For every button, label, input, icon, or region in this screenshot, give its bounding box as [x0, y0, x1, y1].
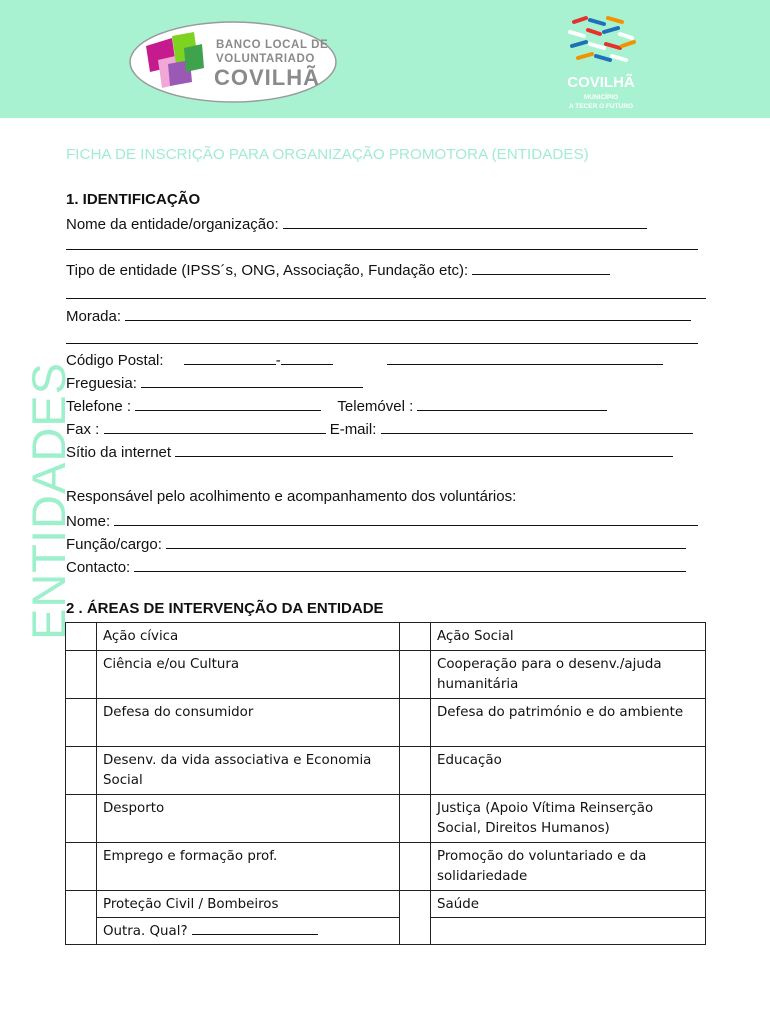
checkbox[interactable] [400, 747, 431, 795]
address-row [66, 306, 711, 326]
area-label: Cooperação para o desenv./ajuda humanitária [431, 651, 706, 699]
municipio-covilha-logo [560, 14, 642, 114]
parish-field[interactable] [141, 373, 363, 388]
table-row [66, 843, 706, 891]
entity-type-label: Tipo de entidade (IPSS´s, ONG, Associação, Fundação etc): [66, 262, 469, 279]
other-area-field[interactable] [192, 922, 318, 935]
municipio-subtitle: MUNICÍPIO [583, 94, 619, 101]
area-label: Saúde [431, 891, 706, 918]
area-label: Ação cívica [97, 623, 400, 651]
parish-label: Freguesia: [66, 375, 137, 392]
responsible-heading: Responsável pelo acolhimento e acompanhamento dos voluntários: [66, 488, 517, 505]
checkbox[interactable] [66, 623, 97, 651]
header-banner [0, 0, 770, 118]
fax-email-row [66, 419, 711, 439]
other-area-cell [97, 918, 400, 945]
postal-code-row [66, 350, 711, 370]
table-row [66, 699, 706, 747]
checkbox[interactable] [66, 891, 97, 945]
checkbox[interactable] [400, 699, 431, 747]
mobile-label: Telemóvel : [337, 398, 414, 415]
area-label: Educação [431, 747, 706, 795]
checkbox[interactable] [400, 623, 431, 651]
entity-name-row [66, 214, 711, 234]
area-label: Desenv. da vida associativa e Economia Social [97, 747, 400, 795]
form-title: FICHA DE INSCRIÇÃO PARA ORGANIZAÇÃO PROMOTORA (ENTIDADES) [66, 146, 589, 163]
checkbox[interactable] [66, 651, 97, 699]
checkbox[interactable] [66, 747, 97, 795]
address-field-continued[interactable] [66, 343, 698, 344]
municipio-emblem-icon [560, 14, 642, 72]
table-row [66, 795, 706, 843]
checkbox[interactable] [66, 795, 97, 843]
logo-line-2: VOLUNTARIADO [216, 53, 315, 65]
checkbox[interactable] [400, 651, 431, 699]
responsible-name-label: Nome: [66, 513, 111, 530]
responsible-contact-row [66, 557, 711, 577]
phone-label: Telefone : [66, 398, 132, 415]
area-label: Ciência e/ou Cultura [97, 651, 400, 699]
table-row [66, 891, 706, 918]
checkbox[interactable] [66, 699, 97, 747]
address-field[interactable] [125, 306, 691, 321]
side-label-entidades: ENTIDADES [22, 362, 75, 640]
responsible-role-field[interactable] [166, 534, 686, 549]
responsible-name-field[interactable] [114, 511, 698, 526]
table-row [66, 651, 706, 699]
website-field[interactable] [175, 442, 673, 457]
email-field[interactable] [381, 419, 693, 434]
address-label: Morada: [66, 308, 122, 325]
area-label: Defesa do património e do ambiente [431, 699, 706, 747]
area-label: Emprego e formação prof. [97, 843, 400, 891]
entity-type-field-continued[interactable] [66, 298, 706, 299]
area-label: Promoção do voluntariado e da solidariedade [431, 843, 706, 891]
responsible-role-label: Função/cargo: [66, 536, 162, 553]
municipio-slogan: A TECER O FUTURO [568, 103, 634, 110]
email-label: E-mail: [329, 421, 377, 438]
mobile-field[interactable] [417, 396, 607, 411]
empty-cell [431, 918, 706, 945]
table-row [66, 623, 706, 651]
area-label: Defesa do consumidor [97, 699, 400, 747]
area-label: Desporto [97, 795, 400, 843]
municipio-name: COVILHÃ [567, 74, 635, 91]
responsible-name-row [66, 511, 711, 531]
website-label: Sítio da internet [66, 444, 172, 461]
parish-row [66, 373, 711, 393]
postal-locality-field[interactable] [387, 350, 663, 365]
fax-field[interactable] [104, 419, 326, 434]
postal-code-field-1[interactable] [184, 350, 276, 365]
area-label: Ação Social [431, 623, 706, 651]
responsible-role-row [66, 534, 711, 554]
intervention-areas-table [65, 622, 706, 945]
banco-local-voluntariado-logo [128, 20, 338, 104]
responsible-contact-field[interactable] [134, 557, 686, 572]
entity-name-label: Nome da entidade/organização: [66, 216, 279, 233]
logo-line-3: COVILHÃ [214, 65, 320, 90]
fax-label: Fax : [66, 421, 100, 438]
phone-row [66, 396, 711, 416]
entity-name-field[interactable] [283, 214, 647, 229]
other-area-label: Outra. Qual? [103, 924, 188, 939]
postal-code-label: Código Postal: [66, 352, 164, 369]
checkbox[interactable] [400, 795, 431, 843]
area-label: Proteção Civil / Bombeiros [97, 891, 400, 918]
entity-name-field-continued[interactable] [66, 249, 698, 250]
table-row [66, 918, 706, 945]
postal-code-field-2[interactable] [281, 350, 333, 365]
table-row [66, 747, 706, 795]
postal-code-separator: - [275, 352, 281, 369]
phone-field[interactable] [135, 396, 321, 411]
section-2-heading: 2 . ÁREAS DE INTERVENÇÃO DA ENTIDADE [66, 600, 384, 617]
checkbox[interactable] [400, 843, 431, 891]
website-row [66, 442, 711, 462]
section-1-heading: 1. IDENTIFICAÇÃO [66, 191, 201, 208]
entity-type-field[interactable] [472, 260, 610, 275]
checkbox[interactable] [66, 843, 97, 891]
entity-type-row [66, 260, 711, 280]
responsible-contact-label: Contacto: [66, 559, 131, 576]
logo-line-1: BANCO LOCAL DE [216, 39, 329, 51]
checkbox[interactable] [400, 891, 431, 945]
area-label: Justiça (Apoio Vítima Reinserção Social, Direitos Humanos) [431, 795, 706, 843]
